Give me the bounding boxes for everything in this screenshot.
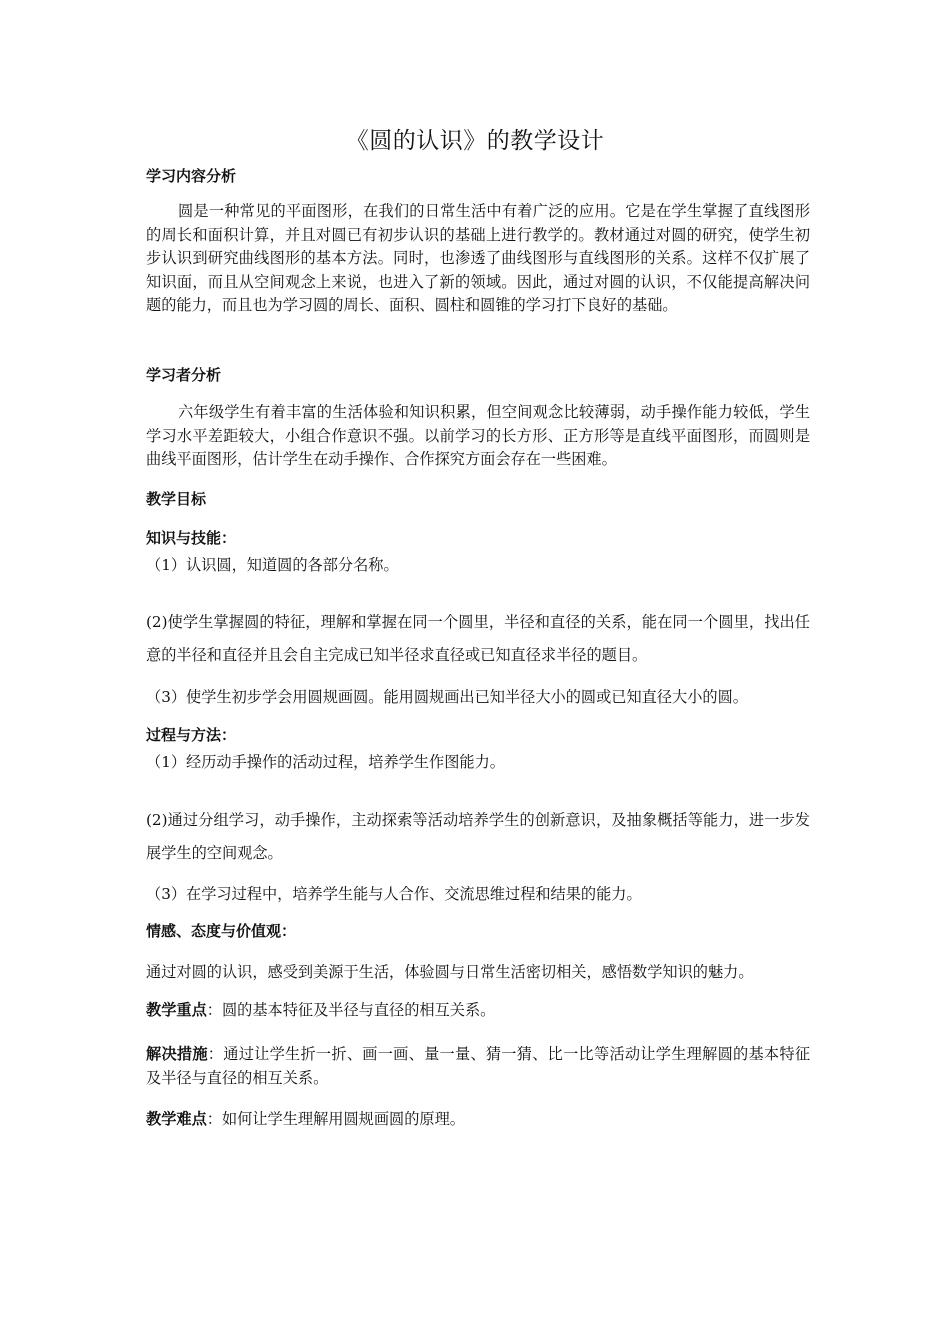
difficulty-label: 教学难点 [146,1110,207,1128]
objectives-heading: 教学目标 [146,490,207,508]
solution-text: ：通过让学生折一折、画一画、量一量、猜一猜、比一比等活动让学生理解圆的基本特征及半径与直径的相互关系。 [146,1045,811,1087]
solution [146,1043,810,1090]
process-methods-heading: 过程与方法： [146,726,237,744]
solution-label: 解决措施 [146,1045,208,1063]
knowledge-item: (2)使学生掌握圆的特征，理解和掌握在同一个圆里，半径和直径的关系，能在同一个圆里，找出任意的半径和直径并且会自主完成已知半径求直径或已知直径求半径的题目。 [146,613,810,664]
difficulty [146,1108,810,1129]
knowledge-skills-heading: 知识与技能： [146,529,237,547]
process-item: （1）经历动手操作的活动过程，培养学生作图能力。 [146,753,505,771]
key-point-label: 教学重点 [146,1001,207,1019]
content-analysis-heading: 学习内容分析 [146,167,237,185]
difficulty-text: ：如何让学生理解用圆规画圆的原理。 [206,1110,465,1128]
knowledge-item: （1）认识圆，知道圆的各部分名称。 [146,556,399,574]
content-analysis-body: 圆是一种常见的平面图形，在我们的日常生活中有着广泛的应用。它是在学生掌握了直线图形的周长和面积计算，并且对圆已有初步认识的基础上进行教学的。教材通过对圆的研究，使学生初步认识到研究曲线图形的基本方法。同时，也渗透了曲线图形与直线图形的关系。这样不仅扩展了知识面，而且从空间观念上来说，也进入了新的领域。因此，通过对圆的认识，不仅能提高解决问题的能力，而且也为学习圆的周长、面积、圆柱和圆锥的学习打下良好的基础。 [146,202,810,314]
document-title: 《圆的认识》的教学设计 [345,128,605,154]
key-point-text: ：圆的基本特征及半径与直径的相互关系。 [206,1001,496,1019]
key-point [146,999,810,1020]
knowledge-item: （3）使学生初步学会用圆规画圆。能用圆规画出已知半径大小的圆或已知直径大小的圆。 [146,688,748,706]
emotion-values-heading: 情感、态度与价值观： [146,922,297,940]
learner-analysis-heading: 学习者分析 [146,366,222,384]
process-item: （3）在学习过程中，培养学生能与人合作、交流思维过程和结果的能力。 [146,885,642,903]
process-item: (2)通过分组学习，动手操作，主动探索等活动培养学生的创新意识，及抽象概括等能力，进一步发展学生的空间观念。 [146,811,810,862]
learner-analysis-body: 六年级学生有着丰富的生活体验和知识积累，但空间观念比较薄弱，动手操作能力较低，学生学习水平差距较大，小组合作意识不强。以前学习的长方形、正方形等是直线平面图形，而圆则是曲线平面图形，估计学生在动手操作、合作探究方面会存在一些困难。 [146,403,810,468]
emotion-values-body: 通过对圆的认识，感受到美源于生活，体验圆与日常生活密切相关，感悟数学知识的魅力。 [146,963,754,981]
